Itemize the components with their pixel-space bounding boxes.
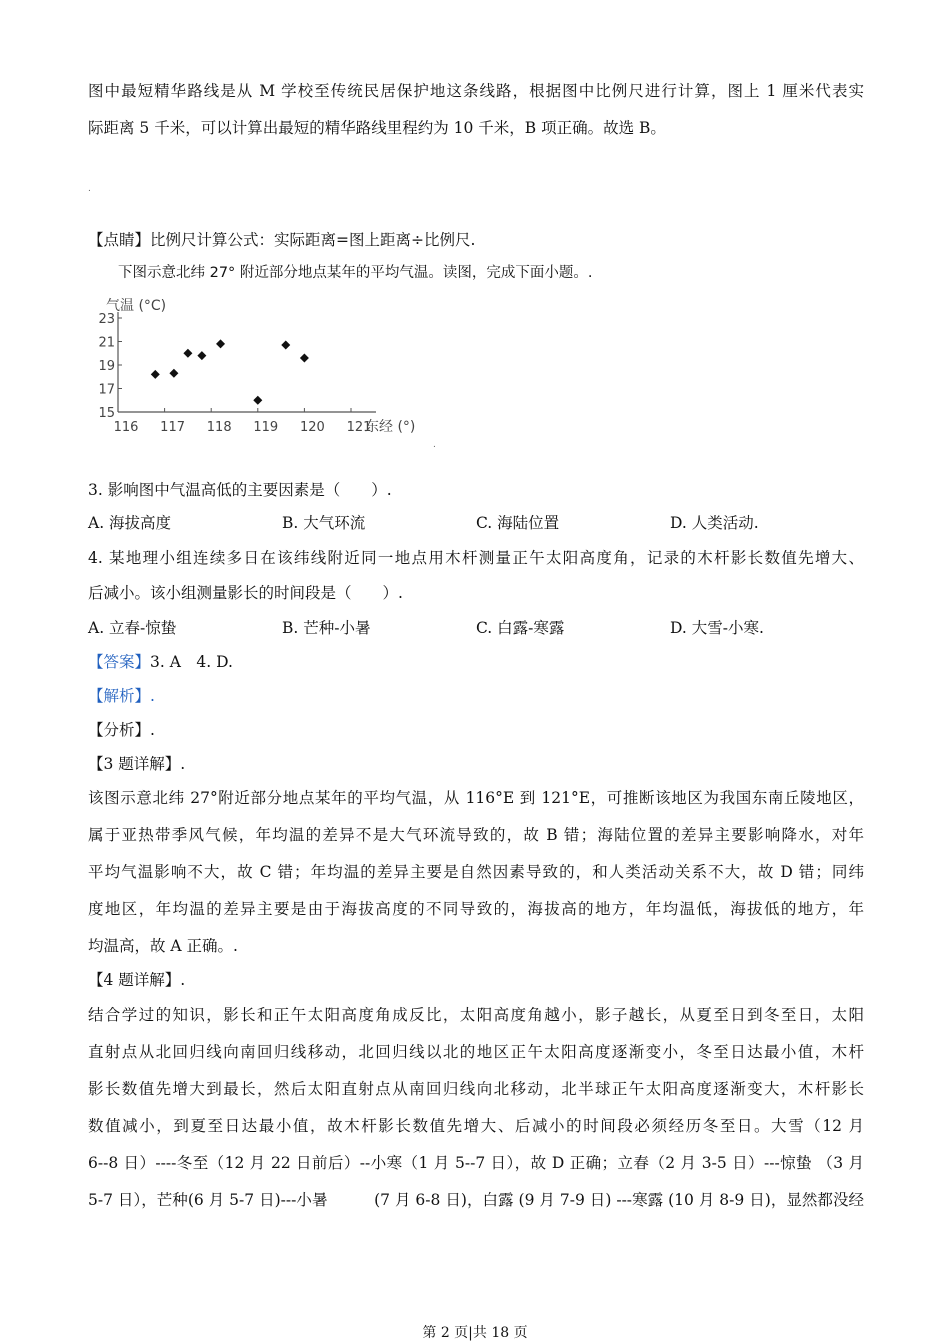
option-d: D. 大雪-小寒.	[670, 619, 764, 637]
detail-3-label: 【3 题详解】.	[88, 755, 186, 773]
data-point	[197, 351, 206, 360]
text-line: 5-7 日），芒种(6 月 5-7 日)---小暑 (7 月 6-8 日)，白露 (9 月 7-9 日) ---寒露 (10 月 8-9 日)，显然都没经	[88, 1191, 864, 1209]
data-point	[281, 341, 290, 350]
data-point	[300, 353, 309, 362]
option-c: C. 海陆位置	[476, 514, 560, 532]
x-tick-label: 121	[346, 420, 372, 435]
question-3-stem: 3. 影响图中气温高低的主要因素是（ ）.	[88, 481, 392, 499]
temperature-chart	[96, 294, 436, 444]
paragraph-mark: .	[433, 440, 436, 450]
text-line: 后减小。该小组测量影长的时间段是（ ）.	[88, 584, 403, 602]
text-line: 结合学过的知识，影长和正午太阳高度角成反比，太阳高度角越小，影子越长，从夏至日到冬至日，太阳	[88, 1006, 864, 1024]
analysis-label: 【解析】.	[88, 687, 155, 705]
x-tick-label: 120	[299, 420, 325, 435]
x-tick-label: 118	[206, 420, 232, 435]
option-b: B. 芒种-小暑	[282, 619, 371, 637]
text-line: 直射点从北回归线向南回归线移动，北回归线以北的地区正午太阳高度逐渐变小，冬至日达最小值，木杆	[88, 1043, 864, 1061]
x-tick-label: 116	[113, 420, 139, 435]
text-line: 影长数值先增大到最长，然后太阳直射点从南回归线向北移动，北半球正午太阳高度逐渐变大，木杆影长	[88, 1080, 864, 1098]
data-point	[169, 369, 178, 378]
data-point	[253, 396, 262, 405]
y-tick-label: 19	[98, 359, 115, 374]
data-point	[151, 370, 160, 379]
text-line: 图中最短精华路线是从 M 学校至传统民居保护地这条线路，根据图中比例尺进行计算，图上 1 厘米代表实	[88, 82, 864, 100]
detail-4-label: 【4 题详解】.	[88, 971, 186, 989]
data-point	[183, 349, 192, 358]
text-line: 均温高，故 A 正确。.	[88, 937, 238, 955]
text-line: 际距离 5 千米，可以计算出最短的精华路线里程约为 10 千米，B 项正确。故选 B。	[88, 119, 666, 137]
answer-text: 3. A 4. D.	[150, 653, 233, 671]
option-d: D. 人类活动.	[670, 514, 759, 532]
x-tick-label: 119	[253, 420, 279, 435]
x-axis-label: 东经 (°)	[365, 419, 416, 435]
y-tick-label: 15	[98, 406, 115, 421]
paragraph-mark: .	[88, 184, 91, 194]
option-a: A. 海拔高度	[88, 514, 172, 532]
text-line: 数值减小，到夏至日达最小值，故木杆影长数值先增大、后减小的时间段必须经历冬至日。大雪（12 月	[88, 1117, 864, 1135]
option-b: B. 大气环流	[282, 514, 366, 532]
option-a: A. 立春-惊蛰	[88, 619, 177, 637]
y-tick-label: 21	[98, 335, 115, 351]
answer-line	[88, 651, 864, 673]
chart-intro: 下图示意北纬 27° 附近部分地点某年的平均气温。读图，完成下面小题。.	[118, 265, 593, 281]
data-point	[216, 339, 225, 348]
answer-label: 【答案】	[88, 653, 151, 671]
page-footer: 第 2 页|共 18 页	[422, 1325, 528, 1341]
fenxi-label: 【分析】.	[88, 721, 155, 739]
text-line: 属于亚热带季风气候，年均温的差异不是大气环流导致的，故 B 错；海陆位置的差异主要影响降水，对年	[88, 826, 864, 844]
y-tick-label: 23	[98, 312, 115, 327]
text-line: 度地区，年均温的差异主要是由于海拔高度的不同导致的，海拔高的地方，年均温低，海拔低的地方，年	[88, 900, 864, 918]
x-tick-label: 117	[160, 420, 186, 435]
option-c: C. 白露-寒露	[476, 619, 565, 637]
y-tick-label: 17	[98, 382, 115, 398]
y-axis-label: 气温 (°C)	[106, 298, 167, 314]
text-line: 6--8 日）----冬至（12 月 22 日前后）--小寒（1 月 5--7 日），故 D 正确；立春（2 月 3-5 日）---惊蛰 （3 月	[88, 1154, 864, 1172]
tip-line: 【点睛】比例尺计算公式：实际距离=图上距离÷比例尺.	[88, 231, 476, 249]
text-line: 该图示意北纬 27°附近部分地点某年的平均气温，从 116°E 到 121°E，可推断该地区为我国东南丘陵地区，	[88, 789, 864, 807]
text-line: 4. 某地理小组连续多日在该纬线附近同一地点用木杆测量正午太阳高度角，记录的木杆影长数值先增大、	[88, 549, 864, 567]
text-line: 平均气温影响不大，故 C 错；年均温的差异主要是自然因素导致的，和人类活动关系不大，故 D 错；同纬	[88, 863, 864, 881]
